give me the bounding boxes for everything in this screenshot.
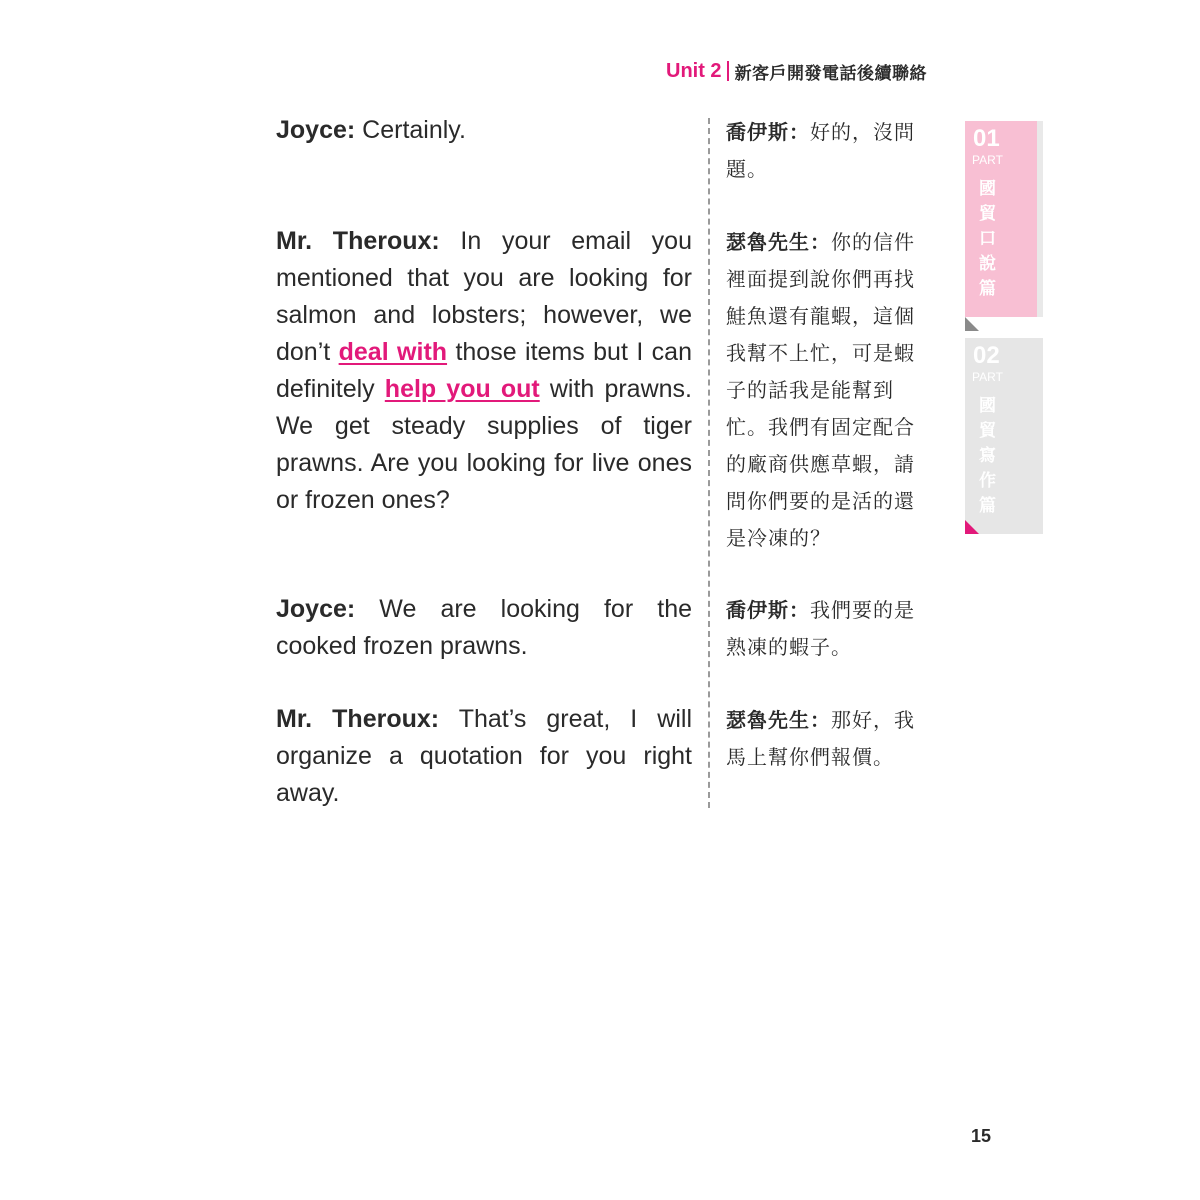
page-number: 15	[971, 1126, 992, 1146]
speaker-name: Joyce:	[276, 116, 356, 144]
zh-speaker-name: 瑟魯先生：	[726, 230, 831, 254]
tab-part-label: PART	[972, 370, 1003, 384]
tab-edge	[1037, 121, 1043, 317]
tab-part-label: PART	[972, 153, 1003, 167]
keyword-deal-with: deal with	[338, 338, 448, 366]
section-tab-part-02[interactable]	[965, 338, 1043, 534]
column-divider	[708, 118, 710, 808]
tab-number: 01	[973, 125, 1000, 152]
zh-text: 好的，沒問題。	[726, 120, 915, 181]
page-header	[666, 56, 927, 86]
zh-text: 你的信件裡面提到說你們再找鮭魚還有龍蝦，這個我幫不上忙，可是蝦子的話我是能幫到忙。我們有固定配合的廠商供應草蝦，請問你們要的是活的還是冷凍的？	[726, 230, 915, 550]
dialogue-text: Certainly.	[355, 116, 466, 144]
dialogue-en-1	[276, 112, 692, 149]
dialogue-text: In your email you mentioned that you are looking for salmon and lobsters; however, we don’t	[276, 227, 692, 366]
tab-title: 國貿口說篇	[979, 179, 996, 299]
tab-number: 02	[973, 342, 1000, 369]
dialogue-text: We are looking for the cooked frozen prawns.	[276, 595, 692, 660]
speaker-name: Mr. Theroux:	[276, 227, 440, 255]
zh-speaker-name: 喬伊斯：	[726, 598, 810, 622]
zh-text: 那好，我馬上幫你們報價。	[726, 708, 915, 769]
unit-title: 新客戶開發電話後續聯絡	[734, 63, 928, 83]
dialogue-en-3	[276, 591, 692, 665]
zh-speaker-name: 瑟魯先生：	[726, 708, 831, 732]
unit-label: Unit 2	[666, 59, 722, 82]
dialogue-en-2	[276, 223, 692, 519]
dialogue-en-4	[276, 701, 692, 812]
speaker-name: Joyce:	[276, 595, 356, 623]
dialogue-text: with prawns. We get steady supplies of tiger prawns. Are you looking for live ones or frozen ones?	[276, 375, 692, 514]
dialogue-text: That’s great, I will organize a quotation for you right away.	[276, 705, 692, 807]
section-tab-part-01[interactable]	[965, 121, 1043, 317]
tab-corner-triangle	[965, 520, 979, 534]
zh-text: 我們要的是熟凍的蝦子。	[726, 598, 915, 659]
header-divider	[727, 61, 729, 81]
tab-corner-triangle	[965, 317, 979, 331]
dialogue-zh-3	[726, 592, 932, 666]
tab-title: 國貿寫作篇	[979, 396, 996, 516]
speaker-name: Mr. Theroux:	[276, 705, 440, 733]
dialogue-zh-4	[726, 702, 932, 776]
dialogue-zh-2	[726, 224, 932, 557]
dialogue-zh-1	[726, 114, 932, 188]
zh-speaker-name: 喬伊斯：	[726, 120, 810, 144]
dialogue-text: those items but I can definitely	[276, 338, 692, 403]
keyword-help-you-out: help you out	[384, 375, 540, 403]
